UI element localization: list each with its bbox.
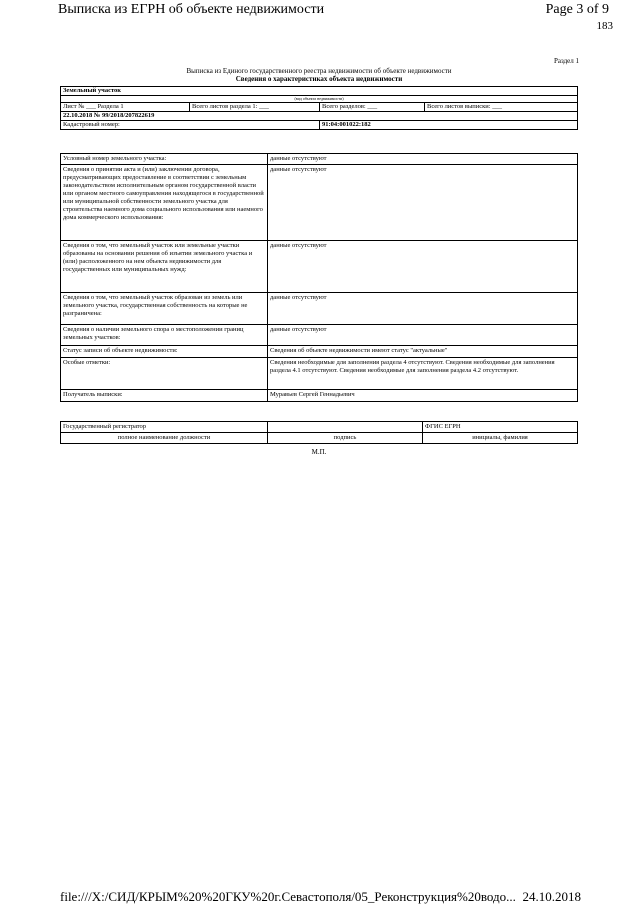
row-label: Статус записи об объекте недвижимости: <box>61 346 268 358</box>
table-row <box>61 325 578 346</box>
object-type-caption: (вид объекта недвижимости) <box>294 96 344 101</box>
row-value: данные отсутствуют <box>268 325 578 346</box>
table-row <box>61 154 578 165</box>
row-label: Сведения о принятии акта и (или) заключении договора, предусматривающих предоставление в соответствии с земельным законодательством исполнительным органом государственной власти или органом местного самоуправления находящегося в государственной или муниципальной собственности земельного участка для строительства наемного дома социального использования или наемного дома коммерческого использования: <box>61 165 268 241</box>
signature-table <box>60 421 578 444</box>
row-value: данные отсутствуют <box>268 241 578 293</box>
row-label: Особые отметки: <box>61 358 268 390</box>
table-row <box>61 346 578 358</box>
table-row <box>61 165 578 241</box>
cadastral-row <box>61 120 577 129</box>
row-value: Сведения об объекте недвижимости имеют статус "актуальные" <box>268 346 578 358</box>
stamp-place: М.П. <box>311 448 327 456</box>
row-label: Сведения о том, что земельный участок образован из земель или земельного участка, государственная собственность на которые не разграничена: <box>61 293 268 325</box>
registrar-position: Государственный регистратор <box>61 422 268 433</box>
registrar-initials: ФГИС ЕГРН <box>423 422 578 433</box>
object-type: Земельный участок <box>63 87 122 94</box>
browser-print-title: Выписка из ЕГРН об объекте недвижимости <box>58 2 325 17</box>
sections-total-field: Всего разделов: ___ <box>319 103 424 111</box>
table-row <box>61 241 578 293</box>
object-type-caption-row <box>61 95 577 102</box>
row-value: Муравьев Сергей Геннадьевич <box>268 390 578 402</box>
sheets-in-section-field: Всего листов раздела 1: ___ <box>189 103 319 111</box>
characteristics-table <box>60 153 578 402</box>
row-value: Сведения необходимые для заполнения раздела 4 отсутствуют. Сведения необходимые для заполнения раздела 4.1 отсутствуют. Сведения необходимые для заполнения раздела 4.2 отсутствуют. <box>268 358 578 390</box>
row-label: Получатель выписки: <box>61 390 268 402</box>
caption-signature: подпись <box>268 433 423 444</box>
row-value: данные отсутствуют <box>268 154 578 165</box>
cadastral-value: 91:04:001022:182 <box>319 121 577 129</box>
registrar-signature <box>268 422 423 433</box>
file-path: file:///X:/СИД/КРЫМ%20%20ГКУ%20г.Севастополя/05_Реконструкция%20водо... <box>60 889 516 904</box>
page-indicator: Page 3 of 9 <box>545 2 609 17</box>
date-number: 22.10.2018 № 99/2018/207822619 <box>63 112 155 119</box>
row-label: Сведения о наличии земельного спора о местоположении границ земельных участков: <box>61 325 268 346</box>
row-label: Сведения о том, что земельный участок или земельные участки образованы на основании решения об изъятии земельного участка и (или) расположенного на нем объекта недвижимости для государственных или муниципальных нужд: <box>61 241 268 293</box>
document-title: Выписка из Единого государственного реестра недвижимости об объекте недвижимости <box>186 67 452 75</box>
row-value: данные отсутствуют <box>268 165 578 241</box>
row-value: данные отсутствуют <box>268 293 578 325</box>
sheets-total-field: Всего листов выписки: ___ <box>424 103 577 111</box>
caption-initials: инициалы, фамилия <box>423 433 578 444</box>
print-date: 24.10.2018 <box>522 889 581 904</box>
document-subtitle: Сведения о характеристиках объекта недвижимости <box>235 75 403 83</box>
table-row <box>61 390 578 402</box>
object-header-box <box>60 86 578 130</box>
object-type-row <box>61 87 577 95</box>
signature-row <box>61 422 578 433</box>
signature-caption-row <box>61 433 578 444</box>
section-label: Раздел 1 <box>553 57 579 65</box>
table-row <box>61 358 578 390</box>
sheet-meta-row <box>61 102 577 111</box>
sheet-number: 183 <box>596 20 613 32</box>
row-label: Условный номер земельного участка: <box>61 154 268 165</box>
caption-position: полное наименование должности <box>61 433 268 444</box>
cadastral-label: Кадастровый номер: <box>63 121 120 128</box>
sheet-number-field: Лист № ___ Раздела 1 <box>63 103 124 110</box>
table-row <box>61 293 578 325</box>
date-number-row <box>61 111 577 120</box>
